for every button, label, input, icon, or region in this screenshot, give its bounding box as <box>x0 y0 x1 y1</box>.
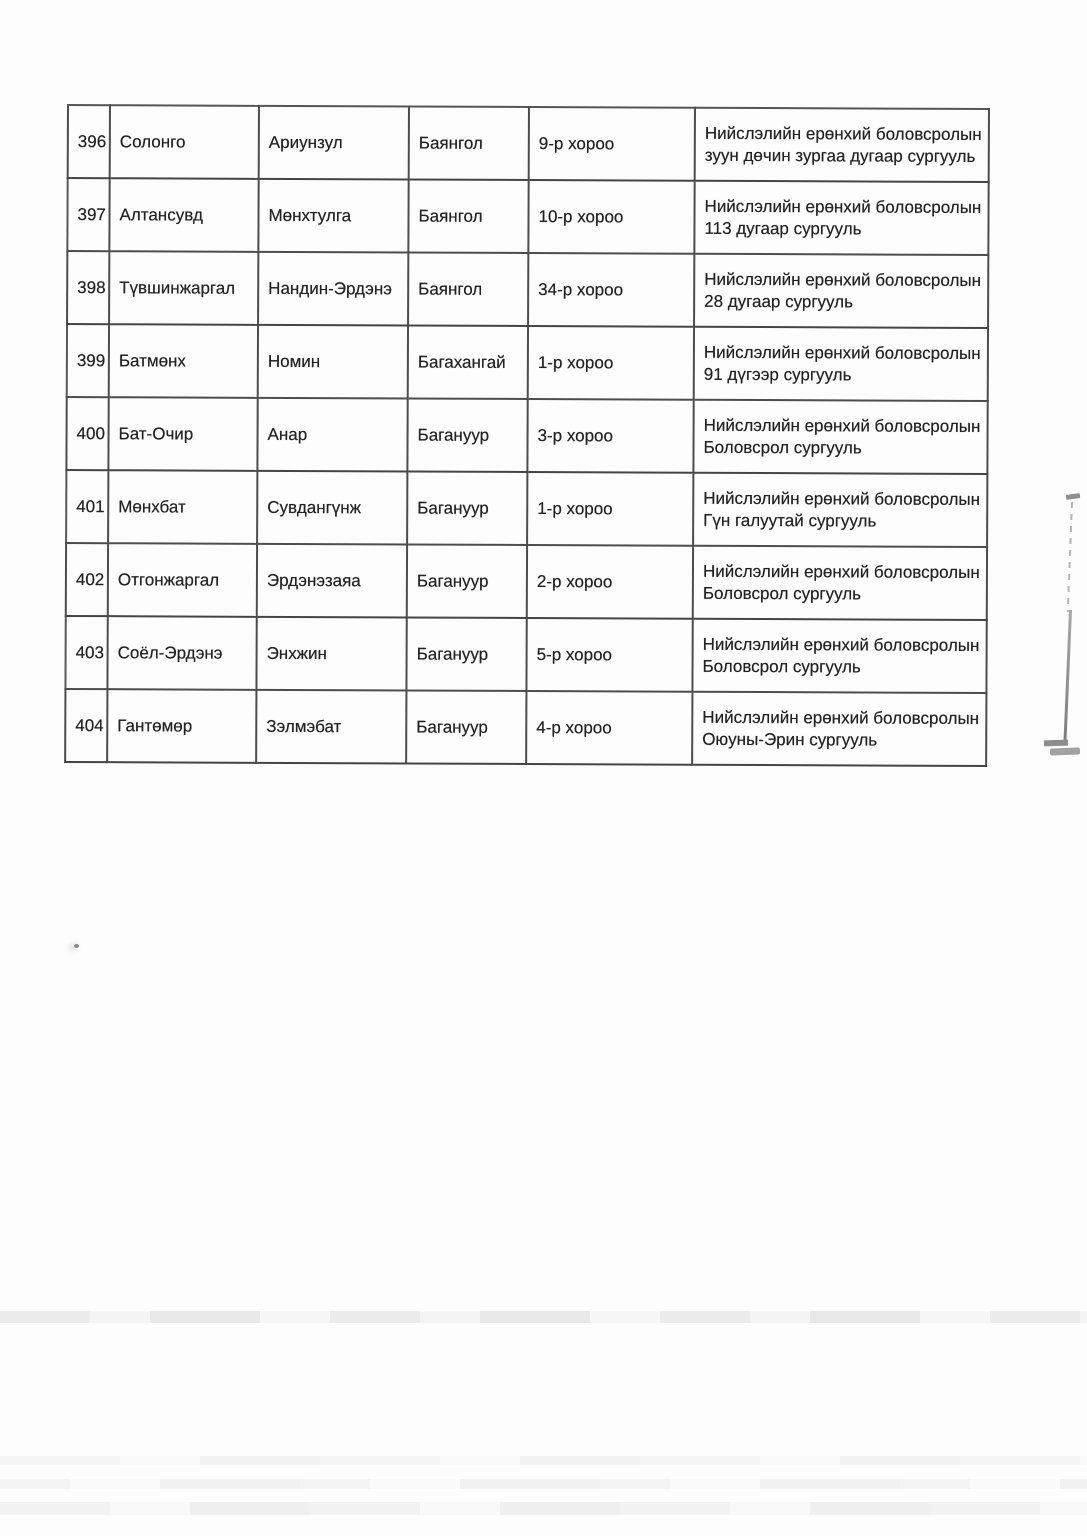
cell-district: Багануур <box>406 617 526 691</box>
cell-khoroo: 5-р хороо <box>526 618 692 692</box>
scan-artifact-edge-top-mark <box>1066 493 1081 500</box>
cell-second-name: Ариунзул <box>259 106 409 180</box>
scan-artifact-speck <box>74 944 79 948</box>
table-row <box>66 397 987 474</box>
cell-no: 397 <box>67 178 109 251</box>
table-row <box>67 251 988 328</box>
cell-given-name: Батмөнх <box>109 324 258 398</box>
cell-school: Нийслэлийн ерөнхий боловсролын 91 дүгээр сургууль <box>694 327 988 401</box>
cell-school: Нийслэлийн ерөнхий боловсролын 28 дугаар сургууль <box>694 254 988 328</box>
table-row <box>66 543 987 620</box>
cell-no: 398 <box>67 251 109 324</box>
table-row <box>67 324 988 401</box>
cell-second-name: Сувдангүнж <box>257 471 407 545</box>
cell-second-name: Анар <box>257 398 407 472</box>
student-school-table <box>64 104 990 767</box>
cell-given-name: Бат-Очир <box>108 397 257 471</box>
table-row <box>66 470 987 547</box>
cell-school: Нийслэлийн ерөнхий боловсролын Оюуны-Эрин сургууль <box>692 692 986 766</box>
cell-second-name: Мөнхтулга <box>258 179 408 253</box>
scan-artifact-smudge-band-1 <box>0 1311 1087 1323</box>
table-body <box>65 105 989 766</box>
scan-artifact-smudge-band-3 <box>0 1479 1087 1489</box>
cell-no: 401 <box>66 470 108 543</box>
table-row <box>65 689 986 766</box>
cell-district: Баянгол <box>408 179 528 253</box>
cell-school: Нийслэлийн ерөнхий боловсролын зуун дөчин зургаа дугаар сургууль <box>695 108 989 182</box>
table-row <box>65 616 986 693</box>
cell-second-name: Эрдэнэзаяа <box>257 544 407 618</box>
cell-no: 402 <box>66 543 108 616</box>
cell-khoroo: 34-р хороо <box>528 253 694 327</box>
cell-given-name: Түвшинжаргал <box>109 251 258 325</box>
scanned-document-table <box>64 104 988 767</box>
cell-no: 403 <box>65 616 107 689</box>
cell-khoroo: 3-р хороо <box>527 399 693 473</box>
cell-given-name: Солонго <box>110 105 259 179</box>
cell-second-name: Нандин-Эрдэнэ <box>258 252 408 326</box>
cell-khoroo: 4-р хороо <box>526 691 692 765</box>
cell-no: 400 <box>66 397 108 470</box>
cell-second-name: Энхжин <box>256 617 406 691</box>
cell-given-name: Соёл-Эрдэнэ <box>107 616 256 690</box>
scan-artifact-edge-line-upper <box>1067 502 1073 612</box>
scan-artifact-edge-line-lower <box>1063 610 1072 745</box>
scan-artifact-edge-foot <box>1044 740 1068 747</box>
cell-district: Багануур <box>407 398 527 472</box>
cell-given-name: Гантөмөр <box>107 689 256 763</box>
cell-school: Нийслэлийн ерөнхий боловсролын Боловсрол сургууль <box>692 619 986 693</box>
cell-no: 404 <box>65 689 107 762</box>
table-row <box>67 178 988 255</box>
cell-khoroo: 9-р хороо <box>529 107 695 181</box>
scan-artifact-smudge-band-2 <box>0 1456 1087 1465</box>
scan-artifact-edge-foot-blob <box>1050 747 1080 755</box>
cell-district: Баянгол <box>408 252 528 326</box>
cell-school: Нийслэлийн ерөнхий боловсролын Боловсрол сургууль <box>693 400 987 474</box>
cell-khoroo: 1-р хороо <box>528 326 694 400</box>
cell-second-name: Номин <box>258 325 408 399</box>
cell-khoroo: 10-р хороо <box>528 180 694 254</box>
cell-district: Баянгол <box>409 106 529 180</box>
cell-school: Нийслэлийн ерөнхий боловсролын Гүн галуутай сургууль <box>693 473 987 547</box>
cell-khoroo: 1-р хороо <box>527 472 693 546</box>
table-row <box>68 105 989 182</box>
cell-given-name: Мөнхбат <box>108 470 257 544</box>
cell-given-name: Отгонжаргал <box>108 543 257 617</box>
cell-district: Багануур <box>407 471 527 545</box>
cell-district: Багануур <box>407 544 527 618</box>
cell-given-name: Алтансувд <box>109 178 258 252</box>
cell-no: 399 <box>67 324 109 397</box>
cell-second-name: Зэлмэбат <box>256 690 406 764</box>
scan-artifact-smudge-band-4 <box>0 1502 1087 1515</box>
cell-no: 396 <box>68 105 110 178</box>
cell-school: Нийслэлийн ерөнхий боловсролын Боловсрол сургууль <box>693 546 987 620</box>
cell-school: Нийслэлийн ерөнхий боловсролын 113 дугаар сургууль <box>694 181 988 255</box>
cell-district: Багахангай <box>408 325 528 399</box>
cell-khoroo: 2-р хороо <box>527 545 693 619</box>
cell-district: Багануур <box>406 690 526 764</box>
